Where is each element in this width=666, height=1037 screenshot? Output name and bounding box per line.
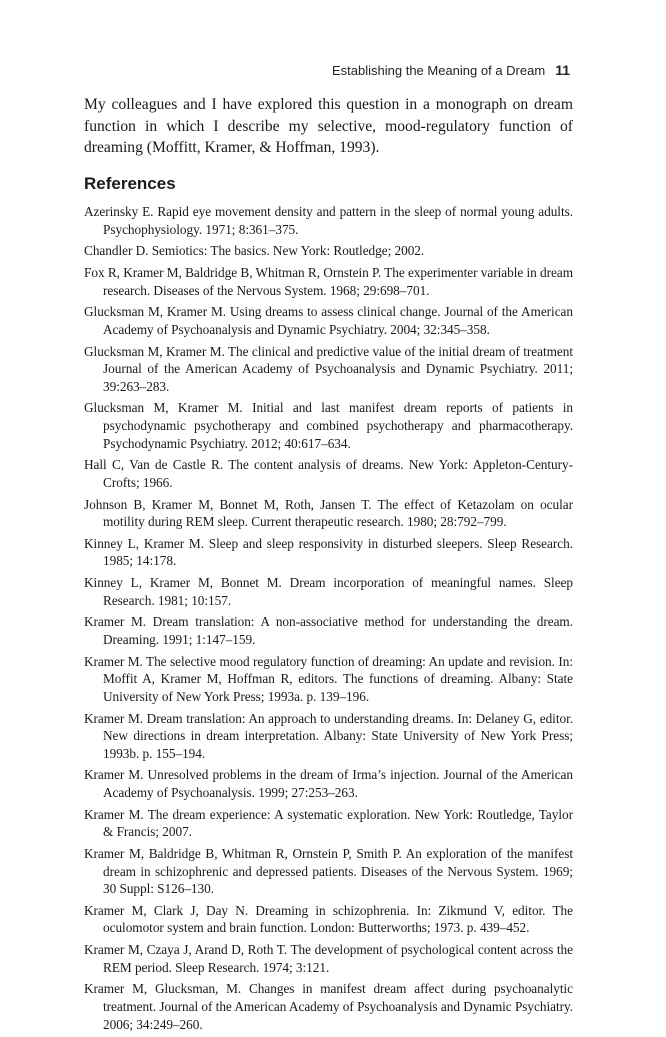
reference-entry: Johnson B, Kramer M, Bonnet M, Roth, Jansen T. The effect of Ketazolam on ocular motility during REM sleep. Current therapeutic research. 1980; 28:792–799. [84,496,573,530]
reference-entry: Kramer M, Glucksman, M. Changes in manifest dream affect during psychoanalytic treatment. Journal of the American Academy of Psychoanalysis and Dynamic Psychiatry. 2006; 34:249–260. [84,981,573,1032]
reference-entry: Kinney L, Kramer M. Sleep and sleep responsivity in disturbed sleepers. Sleep Research. 1985; 14:178. [84,535,573,569]
reference-entry: Glucksman M, Kramer M. Using dreams to assess clinical change. Journal of the American Academy of Psychoanalysis and Dynamic Psychiatry. 2004; 32:345–358. [84,304,573,337]
reference-entry: Kramer M. Dream translation: An approach to understanding dreams. In: Delaney G, editor. New directions in dream interpretation. Albany: State University of New York Press; 1993b. p. 155–194. [84,710,573,761]
reference-entry: Azerinsky E. Rapid eye movement density and pattern in the sleep of normal young adults. Psychophysiology. 1971; 8:361–375. [84,204,573,237]
reference-entry: Glucksman M, Kramer M. The clinical and predictive value of the initial dream of treatment Journal of the American Academy of Psychoanalysis and Dynamic Psychiatry. 2011; 39:263–283. [84,343,573,394]
reference-entry: Kramer M. The dream experience: A systematic exploration. New York: Routledge, Taylor & Francis; 2007. [84,806,573,840]
reference-entry: Hall C, Van de Castle R. The content analysis of dreams. New York: Appleton-Century-Crofts; 1966. [84,457,573,490]
reference-entry: Kinney L, Kramer M, Bonnet M. Dream incorporation of meaningful names. Sleep Research. 1981; 10:157. [84,575,573,608]
running-title: Establishing the Meaning of a Dream [332,63,546,78]
reference-entry: Kramer M. The selective mood regulatory function of dreaming: An update and revision. In: Moffit A, Kramer M, Hoffman R, editors. The functions of dreaming. Albany: State University of New York Press; 1993a. p. 139–196. [84,653,573,704]
reference-entry: Kramer M. Unresolved problems in the dream of Irma’s injection. Journal of the American Academy of Psychoanalysis. 1999; 27:253–263. [84,767,573,801]
intro-paragraph: My colleagues and I have explored this question in a monograph on dream function in which I describe my selective, mood-regulatory function of dreaming (Moffitt, Kramer, & Hoffman, 1993). [84,96,573,156]
reference-entry: Kramer M. Dream translation: A non-associative method for understanding the dream. Dreaming. 1991; 1:147–159. [84,614,573,647]
reference-entry: Glucksman M, Kramer M. Initial and last manifest dream reports of patients in psychodynamic psychotherapy and combined psychotherapy and pharmacotherapy. Psychodynamic Psychiatry. 2012; 40:617–634. [84,400,573,451]
running-head [332,62,570,78]
reference-entry: Chandler D. Semiotics: The basics. New York: Routledge; 2002. [84,243,425,259]
reference-entry: Kramer M, Czaya J, Arand D, Roth T. The development of psychological content across the REM period. Sleep Research. 1974; 3:121. [84,942,573,975]
references-heading: References [84,174,176,193]
reference-list [84,203,573,1037]
reference-entry: Kramer M, Baldridge B, Whitman R, Ornstein P, Smith P. An exploration of the manifest dream in schizophrenic and depressed patients. Diseases of the Nervous System. 1969; 30 Suppl: S126–130. [84,846,573,897]
reference-entry: Kramer M, Clark J, Day N. Dreaming in schizophrenia. In: Zikmund V, editor. The oculomotor system and brain function. London: Butterworths; 1973. p. 439–452. [84,902,573,936]
reference-entry: Fox R, Kramer M, Baldridge B, Whitman R, Ornstein P. The experimenter variable in dream research. Diseases of the Nervous System. 1968; 29:698–701. [84,264,573,298]
page-number: 11 [555,62,570,78]
